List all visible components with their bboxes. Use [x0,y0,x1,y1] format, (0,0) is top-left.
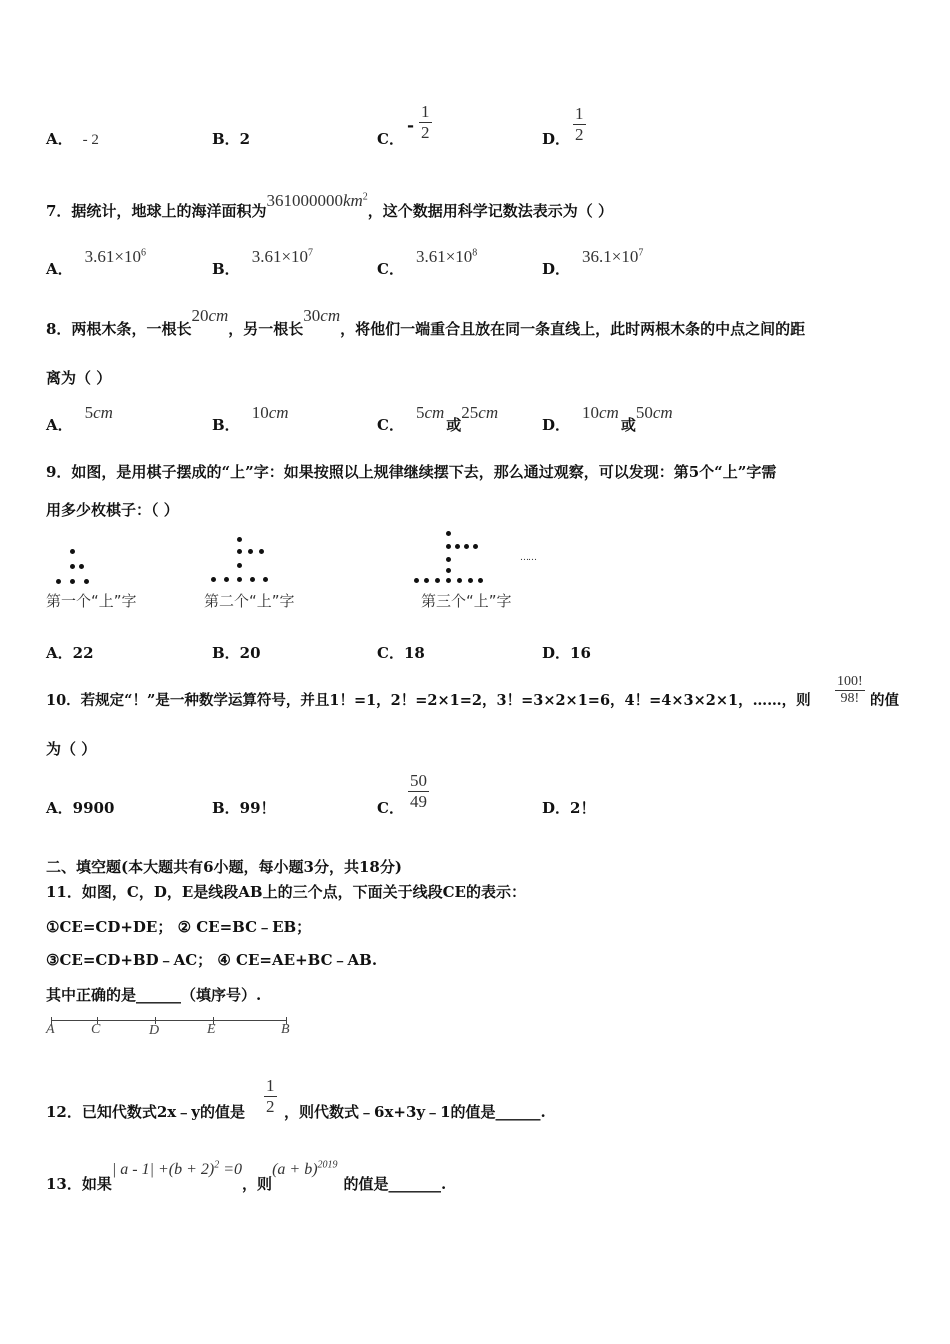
q11-statement-3-4: ③CE=CD+BD﹣AC； ④ CE=AE+BC﹣AB. [46,951,378,969]
q10-option-c-fraction: $\frac{50}{49}$ [410,771,427,811]
q8-option-c: C．5cm或25cm [377,403,499,434]
q13-stem: 13．如果| $a - 1| +(b + 2)^2 =0$，则$(a + b)^{2019}$的值是_______. [46,1159,447,1193]
q9-option-b: B．20 [212,644,261,662]
point-label-c: C [91,1022,101,1037]
q7-area: $361000000km^2$ [266,191,368,210]
q8-stem-line1: 8．两根木条，一根长20cm，另一根长30cm，将他们一端重合且放在同一条直线上，此时两根木条的中点之间的距 [46,306,806,338]
q9-stem-line2: 用多少枚棋子：（ ） [46,501,179,519]
q10-option-a: A．9900 [46,799,115,817]
q10-option-d: D．2！ [542,799,596,817]
q9-option-a: A．22 [46,644,94,662]
q10-stem-line1-end: 的值 [870,692,899,709]
q10-option-b: B．99！ [212,799,276,817]
q8-option-d: D．10cm或50cm [542,403,673,434]
q6-option-b: B．2 [212,130,251,148]
q8-option-a: A．5cm [46,403,113,434]
q6-option-d-label: D． [542,130,571,148]
q10-fraction: $\frac{100!}{98!}$ [837,674,863,707]
q7-stem: 7．据统计，地球上的海洋面积为$361000000km^2$，这个数据用科学记数法表示为（ ） [46,191,614,220]
q6-option-c-label: C． [377,130,404,148]
q6-option-c-fraction: $\frac{1}{2}$ [421,102,430,142]
point-label-b: B [281,1022,290,1037]
q7-option-c: C．$3.61\times 10^8$ [377,247,478,278]
q11-answer-prompt: 其中正确的是______（填序号）. [46,986,262,1004]
section-heading: 二、填空题(本大题共有6小题，每小题3分，共18分) [46,858,402,876]
q6-option-c-sign: - [407,116,415,136]
q7-option-b: B．$3.61\times 10^7$ [212,247,314,278]
point-label-a: A [46,1022,55,1037]
q11-stem: 11．如图，C，D，E是线段AB上的三个点，下面关于线段CE的表示： [46,883,526,901]
caption-figure-3: 第三个“上”字 [421,592,512,610]
caption-figure-1: 第一个“上”字 [46,592,137,610]
caption-figure-2: 第二个“上”字 [204,592,295,610]
q9-option-c: C．18 [377,644,425,662]
q8-option-b: B．10cm [212,403,289,434]
q10-option-c-label: C． [377,799,404,817]
q10-stem-line2: 为（ ） [46,740,97,758]
point-label-d: D [149,1023,160,1038]
point-label-e: E [207,1022,216,1037]
q6-option-a-value: - 2 [82,132,99,148]
q6-option-a: A． - 2 [46,130,99,148]
q6-option-d-fraction: $\frac{1}{2}$ [575,104,584,144]
segment-line [51,1020,287,1021]
q10-stem-line1: 10．若规定“！”是一种数学运算符号，并且1！=1，2！=2×1=2，3！=3×2×1=6，4！=4×3×2×1，……，则 [46,692,811,709]
q8-stem-line2: 离为（ ） [46,369,112,387]
q12-stem-end: ，则代数式﹣6x+3y﹣1的值是______. [284,1103,546,1121]
q9-stem-line1: 9．如图，是用棋子摆成的“上”字：如果按照以上规律继续摆下去，那么通过观察，可以发现：第5个“上”字需 [46,463,777,481]
q7-option-d: D．$36.1\times 10^7$ [542,247,644,278]
q11-statement-1-2: ①CE=CD+DE； ② CE=BC﹣EB； [46,918,312,936]
q12-fraction: $\frac{1}{2}$ [266,1076,275,1116]
q9-option-d: D．16 [542,644,591,662]
q12-stem-start: 12．已知代数式2x﹣y的值是 [46,1103,245,1121]
q7-option-a: A．$3.61\times 10^6$ [46,247,146,278]
continuation-ellipsis: …… [520,553,536,563]
